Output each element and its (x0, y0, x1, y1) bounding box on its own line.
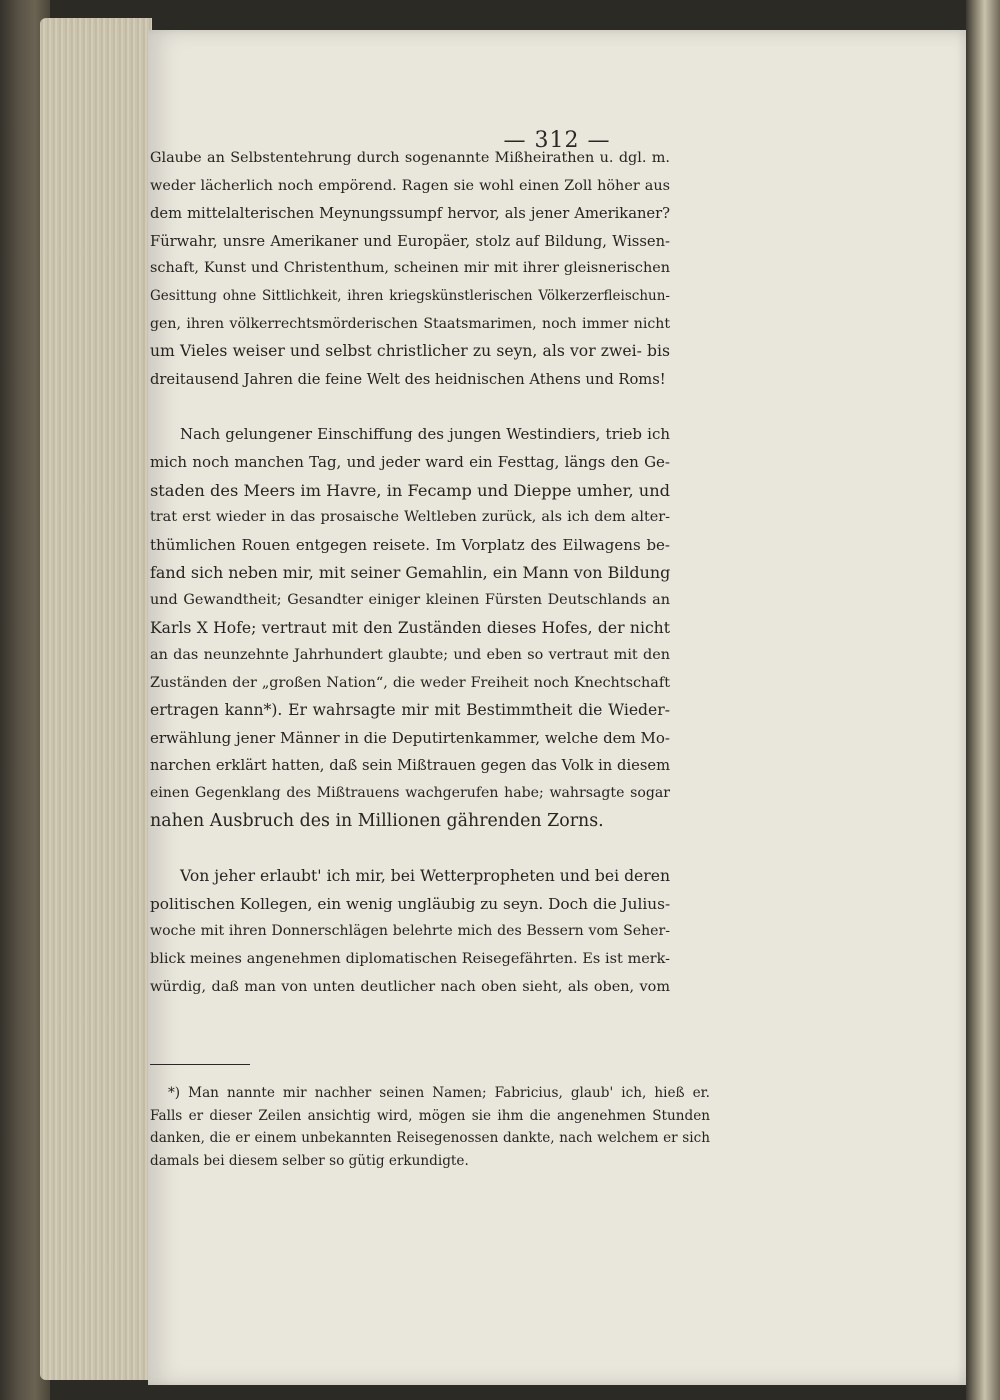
text-line: Glaube an Selbstentehrung durch sogenannte Mißheirathen u. dgl. m. (150, 150, 670, 166)
paragraph-3 (150, 863, 670, 1001)
text-line: einen Gegenklang des Mißtrauens wachgerufen habe; wahrsagte sogar (150, 785, 670, 802)
text-line: Gesittung ohne Sittlichkeit, ihren kriegskünstlerischen Völkerzerfleischun- (150, 287, 670, 304)
footnote (150, 1082, 710, 1172)
text-line: mich noch manchen Tag, und jeder ward ein Festtag, längs den Ge- (150, 452, 670, 471)
text-line: woche mit ihren Donnerschlägen belehrte mich des Bessern vom Seher- (150, 923, 670, 940)
body-text (150, 145, 670, 1001)
footnote-line: danken, die er einem unbekannten Reisegenossen dankte, nach welchem er sich (150, 1130, 710, 1146)
footnote-rule (150, 1064, 250, 1065)
footnote-line: Falls er dieser Zeilen ansichtig wird, mögen sie ihm die angenehmen Stunden (150, 1107, 710, 1124)
paragraph-1 (150, 145, 670, 393)
text-line: fand sich neben mir, mit seiner Gemahlin, ein Mann von Bildung (150, 563, 671, 583)
text-line: nahen Ausbruch des in Millionen gährenden Zorns. (150, 810, 604, 831)
text-line: narchen erklärt hatten, daß sein Mißtrauen gegen das Volk in diesem (150, 757, 670, 775)
text-line: weder lächerlich noch empörend. Ragen sie wohl einen Zoll höher aus (150, 177, 670, 194)
text-line: schaft, Kunst und Christenthum, scheinen mir mit ihrer gleisnerischen (150, 260, 670, 277)
text-line: Zuständen der „großen Nation“, die weder Freiheit noch Knechtschaft (150, 674, 670, 691)
text-line: gen, ihren völkerrechtsmörderischen Staatsmarimen, noch immer nicht (150, 315, 670, 332)
text-line: an das neunzehnte Jahrhundert glaubte; und eben so vertraut mit den (150, 647, 670, 664)
text-line: Karls X Hofe; vertraut mit den Zuständen dieses Hofes, der nicht (150, 618, 670, 637)
text-line: dem mittelalterischen Meynungssumpf hervor, als jener Amerikaner? (150, 205, 670, 223)
text-line: dreitausend Jahren die feine Welt des heidnischen Athens und Roms! (150, 370, 666, 388)
text-line: ertragen kann*). Er wahrsagte mir mit Bestimmtheit die Wieder- (150, 701, 670, 720)
footnote-line: damals bei diesem selber so gütig erkundigte. (150, 1152, 469, 1169)
text-line: und Gewandtheit; Gesandter einiger kleinen Fürsten Deutschlands an (150, 591, 670, 608)
text-line: erwählung jener Männer in die Deputirtenkammer, welche dem Mo- (150, 728, 670, 747)
facing-page-edge (966, 0, 1000, 1400)
paragraph-2 (150, 421, 670, 835)
text-line: Von jeher erlaubt' ich mir, bei Wetterpropheten und bei deren (180, 867, 670, 886)
text-line: Nach gelungener Einschiffung des jungen Westindiers, trieb ich (180, 425, 670, 444)
page-number: — 312 — (503, 128, 611, 153)
text-line: um Vieles weiser und selbst christlicher zu seyn, als vor zwei- bis (150, 342, 670, 361)
text-line: trat erst wieder in das prosaische Weltleben zurück, als ich dem alter- (150, 509, 670, 526)
text-line: politischen Kollegen, ein wenig ungläubig zu seyn. Doch die Julius- (150, 894, 671, 913)
page-stack-edge (40, 18, 152, 1380)
footnote-line: *) Man nannte mir nachher seinen Namen; Fabricius, glaub' ich, hieß er. (168, 1085, 710, 1101)
text-line: würdig, daß man von unten deutlicher nach oben sieht, als oben, vom (150, 978, 670, 995)
text-line: blick meines angenehmen diplomatischen Reisegefährten. Es ist merk- (150, 951, 670, 968)
text-line: staden des Meers im Havre, in Fecamp und Dieppe umher, und (150, 480, 670, 500)
text-line: thümlichen Rouen entgegen reisete. Im Vorplatz des Eilwagens be- (150, 535, 670, 554)
text-line: Fürwahr, unsre Amerikaner und Europäer, stolz auf Bildung, Wissen- (150, 232, 670, 250)
